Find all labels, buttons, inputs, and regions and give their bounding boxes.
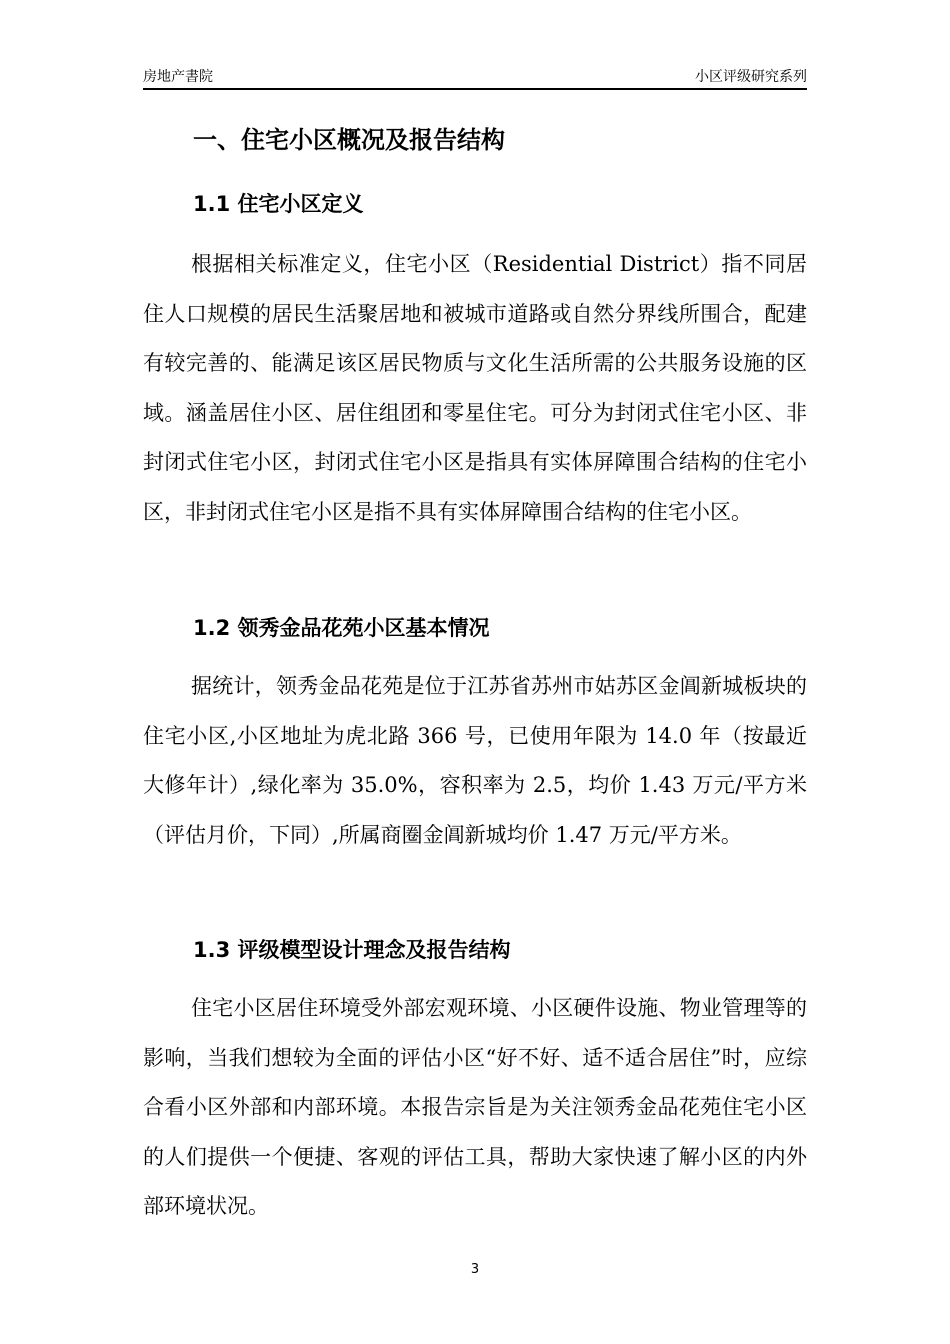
- paragraph-definition: 根据相关标准定义，住宅小区（Residential District）指不同居住人口规模的居民生活聚居地和被城市道路或自然分界线所围合，配建有较完善的、能满足该区居民物质与文化生活所需的公共服务设施的区域。涵盖居住小区、居住组团和零星住宅。可分为封闭式住宅小区、非封闭式住宅小区，封闭式住宅小区是指具有实体屏障围合结构的住宅小区，非封闭式住宅小区是指不具有实体屏障围合结构的住宅小区。: [143, 252, 807, 524]
- page-number: 3: [470, 1262, 480, 1277]
- header-rule: [143, 88, 807, 90]
- subsection-title-1-2: 1.2 领秀金品花苑小区基本情况: [193, 616, 490, 640]
- section-title: 一、住宅小区概况及报告结构: [193, 126, 505, 154]
- header-series: 小区评级研究系列: [695, 69, 807, 85]
- page-header: [143, 66, 807, 88]
- subsection-title-1-3: 1.3 评级模型设计理念及报告结构: [193, 938, 511, 962]
- paragraph-basic-info: 据统计，领秀金品花苑是位于江苏省苏州市姑苏区金阊新城板块的住宅小区,小区地址为虎北路 366 号，已使用年限为 14.0 年（按最近大修年计）,绿化率为 35.0%，容积率为 2.5，均价 1.43 万元/平方米（评估月价，下同）,所属商圈金阊新城均价 1.47 万元/平方米。: [143, 674, 807, 847]
- subsection-title-1-1: 1.1 住宅小区定义: [193, 192, 364, 216]
- paragraph-model-design: 住宅小区居住环境受外部宏观环境、小区硬件设施、物业管理等的影响，当我们想较为全面的评估小区“好不好、适不适合居住”时，应综合看小区外部和内部环境。本报告宗旨是为关注领秀金品花苑住宅小区的人们提供一个便捷、客观的评估工具，帮助大家快速了解小区的内外部环境状况。: [143, 996, 807, 1218]
- header-publisher: 房地产書院: [143, 69, 213, 85]
